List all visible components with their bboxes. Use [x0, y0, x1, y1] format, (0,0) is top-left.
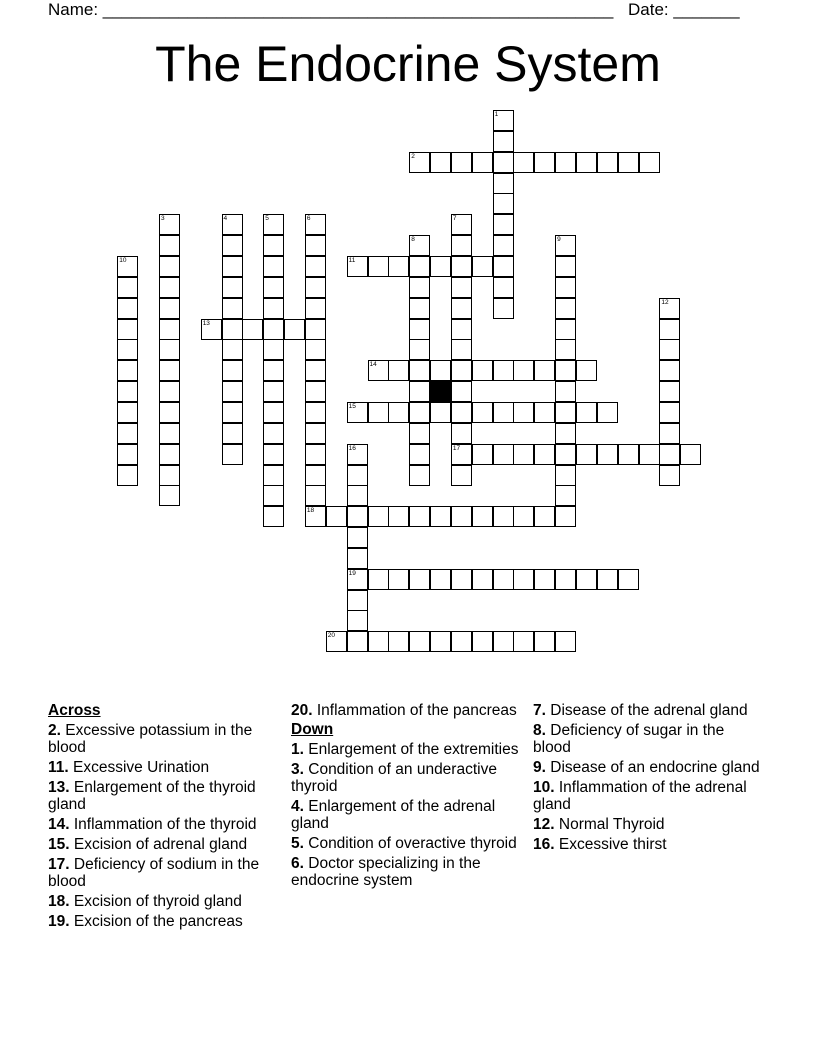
- grid-cell[interactable]: [618, 444, 639, 465]
- cell-number: 15: [348, 402, 356, 410]
- grid-cell[interactable]: [263, 402, 284, 423]
- grid-cell[interactable]: [451, 298, 472, 319]
- grid-cell[interactable]: [472, 506, 493, 527]
- clue-across-20: 20. Inflammation of the pancreas: [291, 702, 517, 719]
- grid-cell[interactable]: [409, 423, 430, 444]
- grid-cell[interactable]: [347, 548, 368, 569]
- grid-cell[interactable]: [534, 569, 555, 590]
- grid-cell[interactable]: [555, 360, 576, 381]
- grid-cell[interactable]: [222, 298, 243, 319]
- grid-cell[interactable]: [576, 569, 597, 590]
- grid-cell[interactable]: [222, 444, 243, 465]
- clue-down-6: 6. Doctor specializing in the endocrine system: [291, 855, 481, 889]
- grid-cell[interactable]: [305, 319, 326, 340]
- grid-cell[interactable]: [680, 444, 701, 465]
- grid-cell[interactable]: [555, 569, 576, 590]
- grid-cell[interactable]: [222, 381, 243, 402]
- grid-cell[interactable]: [555, 235, 576, 256]
- grid-cell[interactable]: [451, 339, 472, 360]
- grid-cell[interactable]: [472, 569, 493, 590]
- grid-cell[interactable]: [472, 402, 493, 423]
- cell-number: 20: [327, 632, 336, 640]
- clue-down-1: 1. Enlargement of the extremities: [291, 741, 519, 758]
- grid-cell[interactable]: [409, 152, 430, 173]
- grid-cell[interactable]: [347, 631, 368, 652]
- grid-cell[interactable]: [493, 277, 514, 298]
- grid-cell[interactable]: [117, 402, 138, 423]
- grid-cell[interactable]: [555, 256, 576, 277]
- grid-cell[interactable]: [659, 319, 680, 340]
- cell-number: 8: [411, 236, 415, 244]
- down-heading: Down: [291, 721, 334, 738]
- grid-cell[interactable]: [326, 506, 347, 527]
- grid-cell[interactable]: [117, 256, 138, 277]
- grid-cell[interactable]: [597, 569, 618, 590]
- grid-cell[interactable]: [555, 381, 576, 402]
- grid-cell[interactable]: [451, 360, 472, 381]
- grid-cell[interactable]: [159, 381, 180, 402]
- grid-cell[interactable]: [451, 402, 472, 423]
- grid-cell[interactable]: [263, 298, 284, 319]
- grid-cell[interactable]: [222, 360, 243, 381]
- grid-cell[interactable]: [222, 235, 243, 256]
- grid-cell[interactable]: [451, 444, 472, 465]
- grid-cell[interactable]: [555, 423, 576, 444]
- grid-cell[interactable]: [305, 423, 326, 444]
- grid-cell[interactable]: [368, 631, 389, 652]
- grid-cell[interactable]: [534, 360, 555, 381]
- grid-cell[interactable]: [597, 152, 618, 173]
- grid-cell[interactable]: [222, 423, 243, 444]
- grid-cell[interactable]: [117, 381, 138, 402]
- grid-cell[interactable]: [430, 402, 451, 423]
- grid-cell[interactable]: [305, 339, 326, 360]
- grid-cell[interactable]: [430, 506, 451, 527]
- cell-number: 9: [557, 236, 561, 244]
- grid-cell[interactable]: [555, 298, 576, 319]
- grid-cell[interactable]: [159, 277, 180, 298]
- grid-cell[interactable]: [659, 444, 680, 465]
- grid-cell[interactable]: [159, 235, 180, 256]
- grid-cell[interactable]: [159, 339, 180, 360]
- clues-column-2: [291, 700, 521, 889]
- grid-cell[interactable]: [409, 256, 430, 277]
- grid-cell[interactable]: [368, 569, 389, 590]
- clue-across-2: 2. Excessive potassium in the blood: [48, 722, 253, 756]
- grid-cell[interactable]: [555, 444, 576, 465]
- clues-column-3: [533, 700, 763, 853]
- cell-number: 14: [369, 361, 377, 369]
- grid-cell[interactable]: [409, 402, 430, 423]
- cell-number: 1: [494, 111, 499, 118]
- grid-cell[interactable]: [305, 277, 326, 298]
- cell-number: 12: [661, 298, 669, 306]
- grid-cell[interactable]: [368, 402, 389, 423]
- grid-cell[interactable]: [430, 631, 451, 652]
- grid-cell[interactable]: [117, 277, 138, 298]
- grid-cell[interactable]: [159, 465, 180, 486]
- grid-cell[interactable]: [388, 360, 409, 381]
- clue-down-12: 12. Normal Thyroid: [533, 816, 665, 833]
- grid-cell[interactable]: [430, 256, 451, 277]
- grid-cell[interactable]: [659, 423, 680, 444]
- grid-cell[interactable]: [388, 506, 409, 527]
- page-title: The Endocrine System: [155, 36, 661, 92]
- grid-cell[interactable]: [263, 360, 284, 381]
- grid-cell[interactable]: [534, 506, 555, 527]
- cell-number: 4: [223, 215, 228, 223]
- clue-across-15: 15. Excision of adrenal gland: [48, 836, 248, 853]
- clue-down-16: 16. Excessive thirst: [533, 836, 667, 853]
- grid-cell[interactable]: [388, 402, 409, 423]
- grid-cell[interactable]: [263, 506, 284, 527]
- grid-cell[interactable]: [451, 381, 472, 402]
- grid-cell[interactable]: [659, 360, 680, 381]
- grid-cell[interactable]: [493, 235, 514, 256]
- grid-cell[interactable]: [513, 444, 534, 465]
- grid-cell[interactable]: [659, 465, 680, 486]
- grid-cell[interactable]: [493, 110, 514, 131]
- grid-cell[interactable]: [409, 339, 430, 360]
- grid-cell[interactable]: [513, 506, 534, 527]
- cell-number: 2: [411, 152, 415, 160]
- grid-cell[interactable]: [472, 256, 493, 277]
- grid-cell[interactable]: [347, 485, 368, 506]
- grid-cell[interactable]: [597, 402, 618, 423]
- clue-down-10: 10. Inflammation of the adrenal gland: [533, 779, 747, 813]
- grid-cell[interactable]: [117, 298, 138, 319]
- grid-cell[interactable]: [305, 214, 326, 235]
- grid-cell[interactable]: [659, 298, 680, 319]
- cell-number: 10: [119, 257, 127, 264]
- grid-cell[interactable]: [222, 402, 243, 423]
- grid-cell[interactable]: [555, 506, 576, 527]
- grid-cell[interactable]: [451, 214, 472, 235]
- grid-cell[interactable]: [305, 485, 326, 506]
- grid-cell[interactable]: [472, 631, 493, 652]
- grid-cell[interactable]: [305, 506, 326, 527]
- grid-cell[interactable]: [368, 506, 389, 527]
- cell-number: 7: [452, 215, 457, 223]
- grid-cell[interactable]: [493, 298, 514, 319]
- grid-cell[interactable]: [388, 256, 409, 277]
- cell-number: 3: [161, 215, 165, 223]
- cell-number: 17: [452, 444, 461, 452]
- grid-cell[interactable]: [493, 256, 514, 277]
- grid-cell[interactable]: [493, 360, 514, 381]
- clue-down-4: 4. Enlargement of the adrenal gland: [291, 798, 496, 832]
- grid-cell[interactable]: [347, 527, 368, 548]
- grid-cell[interactable]: [326, 631, 347, 652]
- grid-cell[interactable]: [117, 444, 138, 465]
- grid-cell[interactable]: [451, 423, 472, 444]
- grid-cell[interactable]: [347, 444, 368, 465]
- grid-cell[interactable]: [409, 298, 430, 319]
- grid-cell[interactable]: [222, 214, 243, 235]
- clue-across-18: 18. Excision of thyroid gland: [48, 893, 242, 910]
- cell-number: 11: [348, 257, 356, 264]
- clue-down-5: 5. Condition of overactive thyroid: [291, 835, 517, 852]
- grid-cell[interactable]: [639, 444, 660, 465]
- grid-cell[interactable]: [451, 152, 472, 173]
- name-field[interactable]: Name: ______________________________________________________: [48, 0, 614, 19]
- grid-cell[interactable]: [555, 277, 576, 298]
- grid-cell[interactable]: [409, 319, 430, 340]
- grid-cell[interactable]: [472, 360, 493, 381]
- grid-cell[interactable]: [263, 339, 284, 360]
- grid-cell[interactable]: [263, 381, 284, 402]
- grid-cell[interactable]: [159, 298, 180, 319]
- grid-cell[interactable]: [305, 444, 326, 465]
- grid-cell[interactable]: [263, 444, 284, 465]
- grid-cell[interactable]: [368, 360, 389, 381]
- grid-cell[interactable]: [305, 360, 326, 381]
- grid-cell[interactable]: [242, 319, 263, 340]
- grid-cell[interactable]: [513, 152, 534, 173]
- grid-cell[interactable]: [451, 465, 472, 486]
- grid-cell[interactable]: [117, 319, 138, 340]
- grid-cell[interactable]: [555, 631, 576, 652]
- grid-cell[interactable]: [159, 444, 180, 465]
- grid-cell[interactable]: [597, 444, 618, 465]
- clues-column-1: [48, 700, 278, 930]
- grid-cell[interactable]: [159, 360, 180, 381]
- grid-cell[interactable]: [576, 152, 597, 173]
- grid-cell[interactable]: [451, 319, 472, 340]
- grid-cell[interactable]: [347, 506, 368, 527]
- grid-cell[interactable]: [493, 131, 514, 152]
- grid-cell[interactable]: [305, 256, 326, 277]
- grid-cell[interactable]: [513, 569, 534, 590]
- grid-cell[interactable]: [534, 444, 555, 465]
- grid-cell[interactable]: [576, 360, 597, 381]
- grid-cell[interactable]: [117, 465, 138, 486]
- grid-cell[interactable]: [409, 235, 430, 256]
- clue-across-11: 11. Excessive Urination: [48, 759, 210, 776]
- grid-cell[interactable]: [430, 360, 451, 381]
- cell-number: 6: [306, 215, 311, 223]
- grid-cell[interactable]: [222, 256, 243, 277]
- grid-cell[interactable]: [513, 360, 534, 381]
- grid-cell[interactable]: [451, 277, 472, 298]
- grid-cell[interactable]: [409, 631, 430, 652]
- grid-cell[interactable]: [263, 214, 284, 235]
- grid-cell[interactable]: [347, 590, 368, 611]
- grid-cell[interactable]: [430, 152, 451, 173]
- grid-cell[interactable]: [409, 506, 430, 527]
- grid-cell[interactable]: [493, 214, 514, 235]
- grid-cell[interactable]: [263, 423, 284, 444]
- grid-cell[interactable]: [159, 256, 180, 277]
- grid-cell[interactable]: [493, 193, 514, 214]
- grid-cell[interactable]: [555, 465, 576, 486]
- grid-cell[interactable]: [117, 423, 138, 444]
- across-heading: Across: [48, 702, 101, 719]
- clue-down-3: 3. Condition of an underactive thyroid: [291, 761, 497, 795]
- grid-cell[interactable]: [513, 402, 534, 423]
- grid-cell[interactable]: [659, 339, 680, 360]
- clue-across-17: 17. Deficiency of sodium in the blood: [48, 856, 260, 890]
- grid-cell[interactable]: [409, 444, 430, 465]
- grid-cell[interactable]: [618, 569, 639, 590]
- grid-cell[interactable]: [263, 465, 284, 486]
- cell-number: 5: [265, 215, 269, 223]
- grid-cell[interactable]: [472, 444, 493, 465]
- grid-cell[interactable]: [305, 298, 326, 319]
- grid-cell[interactable]: [409, 360, 430, 381]
- date-field[interactable]: Date: _______: [628, 0, 740, 19]
- grid-cell[interactable]: [534, 152, 555, 173]
- clue-across-14: 14. Inflammation of the thyroid: [48, 816, 257, 833]
- grid-cell[interactable]: [222, 319, 243, 340]
- clue-across-19: 19. Excision of the pancreas: [48, 913, 243, 930]
- grid-cell[interactable]: [493, 569, 514, 590]
- grid-cell[interactable]: [639, 152, 660, 173]
- grid-cell[interactable]: [263, 319, 284, 340]
- grid-cell[interactable]: [493, 506, 514, 527]
- grid-cell[interactable]: [347, 569, 368, 590]
- grid-cell[interactable]: [117, 339, 138, 360]
- grid-cell[interactable]: [409, 465, 430, 486]
- grid-cell[interactable]: [368, 256, 389, 277]
- grid-cell[interactable]: [534, 631, 555, 652]
- grid-cell[interactable]: [409, 277, 430, 298]
- grid-cell[interactable]: [451, 631, 472, 652]
- grid-cell[interactable]: [305, 381, 326, 402]
- cell-number: 19: [348, 569, 356, 577]
- grid-cell[interactable]: [305, 465, 326, 486]
- grid-cell[interactable]: [347, 610, 368, 631]
- grid-cell[interactable]: [409, 381, 430, 402]
- grid-cell[interactable]: [305, 402, 326, 423]
- grid-cell[interactable]: [576, 402, 597, 423]
- grid-cell[interactable]: [430, 569, 451, 590]
- grid-cell[interactable]: [159, 402, 180, 423]
- grid-cell[interactable]: [451, 506, 472, 527]
- grid-cell[interactable]: [305, 235, 326, 256]
- grid-cell[interactable]: [347, 402, 368, 423]
- clue-down-9: 9. Disease of an endocrine gland: [533, 759, 760, 776]
- grid-cell[interactable]: [576, 444, 597, 465]
- grid-cell[interactable]: [159, 423, 180, 444]
- clue-down-7: 7. Disease of the adrenal gland: [533, 702, 748, 719]
- grid-cell[interactable]: [555, 485, 576, 506]
- grid-cell[interactable]: [409, 569, 430, 590]
- grid-cell[interactable]: [472, 152, 493, 173]
- grid-cell[interactable]: [263, 256, 284, 277]
- grid-cell[interactable]: [263, 235, 284, 256]
- grid-cell[interactable]: [451, 256, 472, 277]
- grid-cell[interactable]: [159, 485, 180, 506]
- black-cell: [430, 381, 451, 402]
- grid-cell[interactable]: [263, 485, 284, 506]
- grid-cell[interactable]: [451, 235, 472, 256]
- grid-cell[interactable]: [201, 319, 222, 340]
- grid-cell[interactable]: [534, 402, 555, 423]
- grid-cell[interactable]: [555, 152, 576, 173]
- grid-cell[interactable]: [388, 569, 409, 590]
- grid-cell[interactable]: [618, 152, 639, 173]
- grid-cell[interactable]: [263, 277, 284, 298]
- grid-cell[interactable]: [493, 152, 514, 173]
- grid-cell[interactable]: [284, 319, 305, 340]
- grid-cell[interactable]: [117, 360, 138, 381]
- grid-cell[interactable]: [659, 402, 680, 423]
- grid-cell[interactable]: [659, 381, 680, 402]
- grid-cell[interactable]: [159, 319, 180, 340]
- grid-cell[interactable]: [555, 339, 576, 360]
- cell-number: 13: [202, 319, 210, 327]
- grid-cell[interactable]: [347, 256, 368, 277]
- clue-down-8: 8. Deficiency of sugar in the blood: [533, 722, 725, 756]
- grid-cell[interactable]: [555, 319, 576, 340]
- grid-cell[interactable]: [347, 465, 368, 486]
- grid-cell[interactable]: [451, 569, 472, 590]
- grid-cell[interactable]: [493, 444, 514, 465]
- cell-number: 18: [306, 507, 315, 515]
- grid-cell[interactable]: [513, 631, 534, 652]
- grid-cell[interactable]: [493, 173, 514, 194]
- cell-number: 16: [348, 444, 356, 452]
- clue-across-13: 13. Enlargement of the thyroid gland: [48, 779, 256, 813]
- grid-cell[interactable]: [493, 402, 514, 423]
- grid-cell[interactable]: [555, 402, 576, 423]
- grid-cell[interactable]: [159, 214, 180, 235]
- grid-cell[interactable]: [222, 277, 243, 298]
- grid-cell[interactable]: [388, 631, 409, 652]
- grid-cell[interactable]: [222, 339, 243, 360]
- grid-cell[interactable]: [493, 631, 514, 652]
